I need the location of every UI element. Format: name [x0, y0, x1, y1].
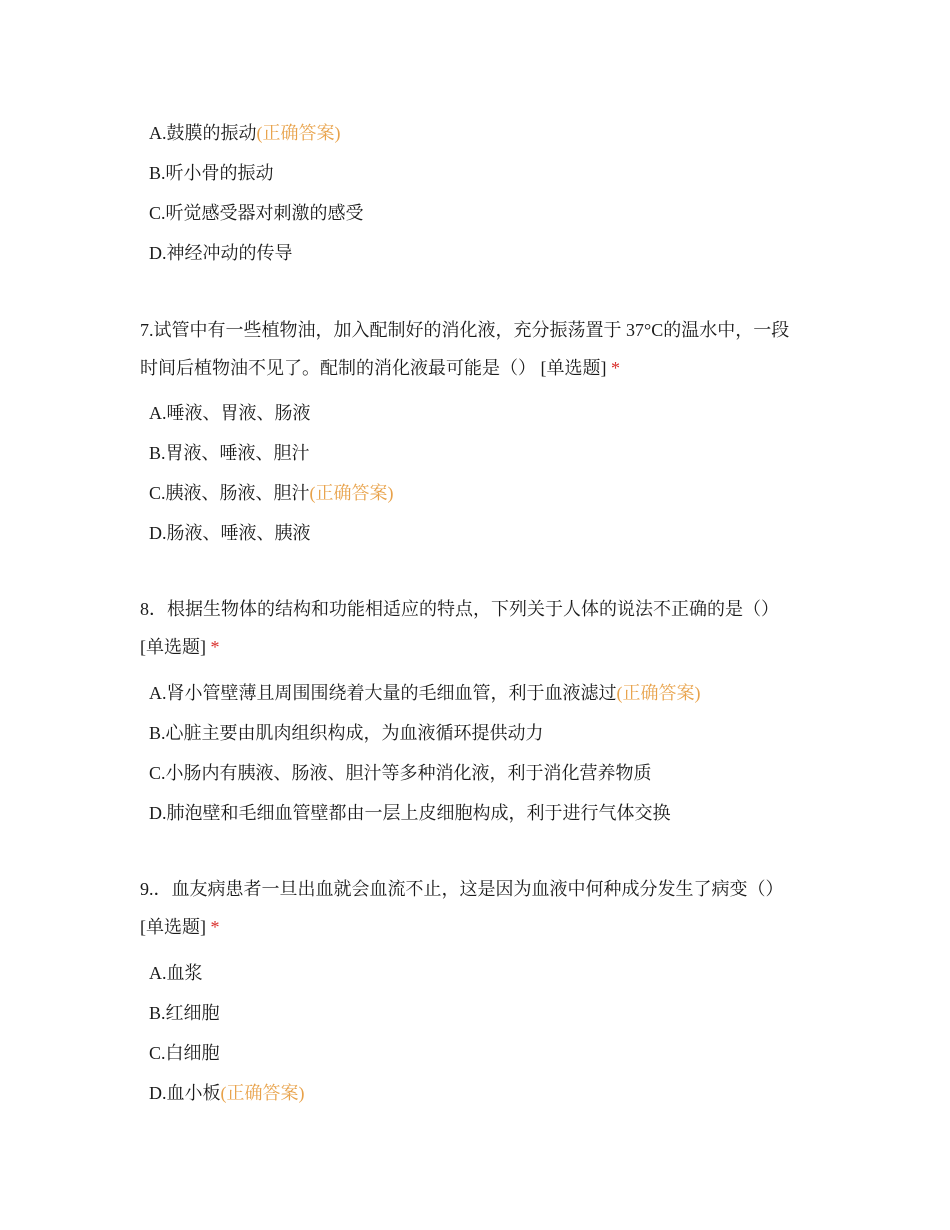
required-mark: *	[210, 637, 220, 657]
option-text: A.肾小管壁薄且周围围绕着大量的毛细血管，利于血液滤过	[149, 683, 617, 703]
option-text: B.心脏主要由肌肉组织构成，为血液循环提供动力	[149, 723, 544, 743]
option-text: D.肠液、唾液、胰液	[149, 523, 311, 543]
q9-line-2-text: [单选题]	[140, 917, 206, 937]
option-text: C.白细胞	[149, 1043, 220, 1063]
q8-question-text	[140, 590, 830, 666]
q7-line-2	[140, 349, 830, 387]
q9-option-d[interactable]	[149, 1080, 305, 1106]
q7-question-text	[140, 311, 830, 387]
option-text: B.听小骨的振动	[149, 163, 274, 183]
option-text: D.神经冲动的传导	[149, 243, 293, 263]
required-mark: *	[210, 917, 220, 937]
q8-option-d[interactable]	[149, 800, 671, 826]
correct-answer-tag: (正确答案)	[309, 483, 394, 503]
q6-option-c[interactable]	[149, 200, 364, 226]
option-text: C.胰液、肠液、胆汁	[149, 483, 310, 503]
q8-line-2	[140, 628, 830, 666]
correct-answer-tag: (正确答案)	[616, 683, 701, 703]
q9-question-text	[140, 870, 830, 946]
q9-option-b[interactable]	[149, 1000, 220, 1026]
option-text: C.听觉感受器对刺激的感受	[149, 203, 364, 223]
option-text: D.肺泡壁和毛细血管壁都由一层上皮细胞构成，利于进行气体交换	[149, 803, 671, 823]
q7-option-b[interactable]	[149, 440, 310, 466]
q7-option-a[interactable]	[149, 400, 311, 426]
option-text: B.红细胞	[149, 1003, 220, 1023]
q6-option-a[interactable]	[149, 120, 341, 146]
q6-option-d[interactable]	[149, 240, 293, 266]
q6-option-b[interactable]	[149, 160, 274, 186]
q9-line-2	[140, 908, 830, 946]
q8-option-b[interactable]	[149, 720, 544, 746]
q7-line-1: 7.试管中有一些植物油，加入配制好的消化液，充分振荡置于 37°C的温水中，一段	[140, 320, 790, 340]
q7-line-2-text: 时间后植物油不见了。配制的消化液最可能是（） [单选题]	[140, 358, 607, 378]
option-text: D.血小板	[149, 1083, 221, 1103]
option-text: C.小肠内有胰液、肠液、胆汁等多种消化液，利于消化营养物质	[149, 763, 652, 783]
correct-answer-tag: (正确答案)	[220, 1083, 305, 1103]
q7-option-c[interactable]	[149, 480, 394, 506]
q9-line-1: 9.．血友病患者一旦出血就会血流不止，这是因为血液中何种成分发生了病变（）	[140, 879, 784, 899]
required-mark: *	[611, 358, 620, 378]
q9-option-c[interactable]	[149, 1040, 220, 1066]
q8-option-c[interactable]	[149, 760, 652, 786]
correct-answer-tag: (正确答案)	[256, 123, 341, 143]
option-text: A.唾液、胃液、肠液	[149, 403, 311, 423]
q7-option-d[interactable]	[149, 520, 311, 546]
q8-line-1: 8．根据生物体的结构和功能相适应的特点，下列关于人体的说法不正确的是（）	[140, 599, 779, 619]
option-text: B.胃液、唾液、胆汁	[149, 443, 310, 463]
option-text: A.鼓膜的振动	[149, 123, 257, 143]
q8-line-2-text: [单选题]	[140, 637, 206, 657]
q9-option-a[interactable]	[149, 960, 203, 986]
option-text: A.血浆	[149, 963, 203, 983]
q8-option-a[interactable]	[149, 680, 701, 706]
